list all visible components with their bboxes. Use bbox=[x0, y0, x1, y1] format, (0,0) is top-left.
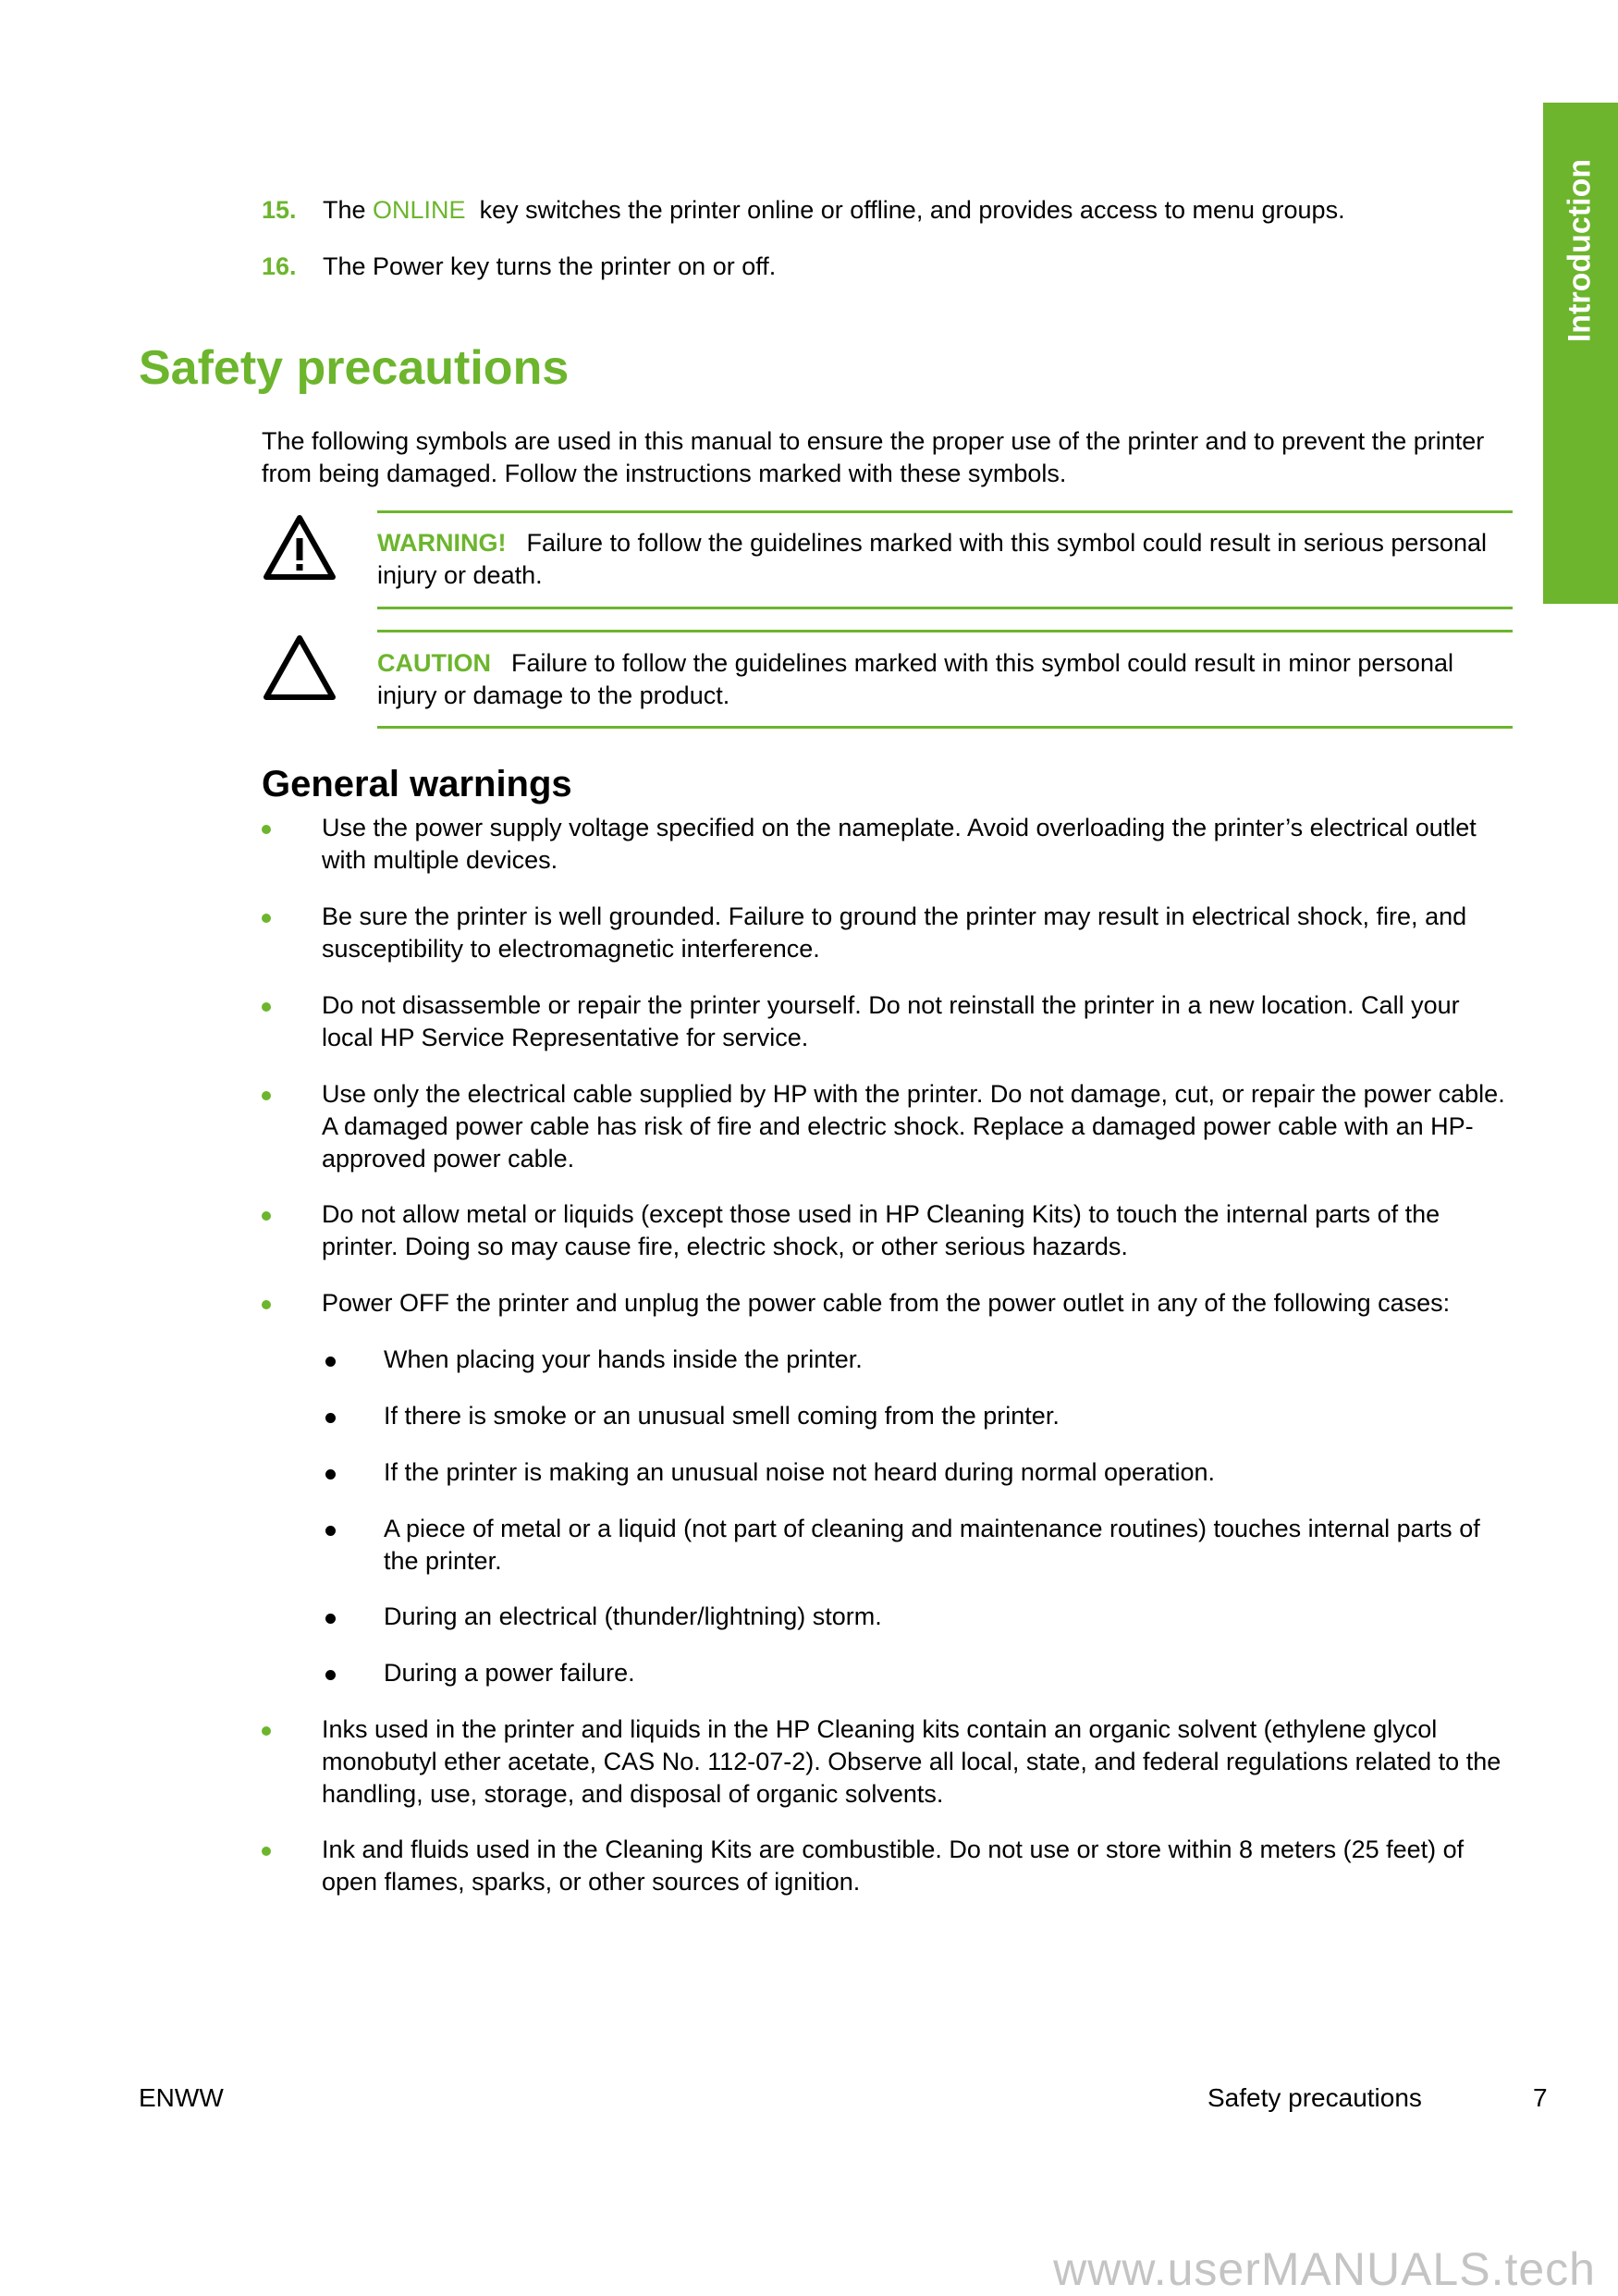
note-divider bbox=[377, 510, 1513, 513]
bullet-icon bbox=[262, 825, 271, 834]
list-item: Do not allow metal or liquids (except those used in HP Cleaning Kits) to touch the internal parts of the printer. Doing so may cause fire, electric shock, or other serious hazards. bbox=[322, 1200, 1440, 1260]
sub-bullet-icon bbox=[325, 1357, 336, 1367]
item-number: 15. bbox=[262, 196, 297, 224]
sub-bullet-icon bbox=[325, 1413, 336, 1423]
numbered-item bbox=[262, 194, 1345, 227]
caution-triangle-icon bbox=[262, 633, 337, 702]
sub-bullet-icon bbox=[325, 1670, 336, 1680]
caution-text: Failure to follow the guidelines marked with this symbol could result in minor personal injury or damage to the product. bbox=[377, 649, 1453, 709]
bullet-icon bbox=[262, 1300, 271, 1309]
note-divider bbox=[377, 630, 1513, 632]
sub-list-item: During a power failure. bbox=[384, 1659, 635, 1687]
bullet-icon bbox=[262, 1091, 271, 1100]
bullet-icon bbox=[262, 1726, 271, 1736]
list-item: Inks used in the printer and liquids in the HP Cleaning kits contain an organic solvent (ethylene glycol monobutyl ether acetate, CAS No. 112-07-2). Observe all local, state, and federal regulations related to the handling, use, storage, and disposal of organic solvents. bbox=[322, 1715, 1502, 1808]
item-text-post: key switches the printer online or offline, and provides access to menu groups. bbox=[465, 196, 1345, 224]
list-item: Use only the electrical cable supplied by HP with the printer. Do not damage, cut, or repair the power cable. A damaged power cable has risk of fire and electric shock. Replace a damaged power cable with an HP-approved power cable. bbox=[322, 1080, 1505, 1173]
warning-text: Failure to follow the guidelines marked with this symbol could result in serious personal injury or death. bbox=[377, 529, 1487, 589]
sub-list-item: If there is smoke or an unusual smell coming from the printer. bbox=[384, 1402, 1060, 1430]
sub-list-item: During an electrical (thunder/lightning) storm. bbox=[384, 1602, 882, 1630]
sub-list-item: When placing your hands inside the printer. bbox=[384, 1345, 863, 1373]
item-text: The Power key turns the printer on or off. bbox=[323, 252, 777, 280]
item-text-pre: The bbox=[323, 196, 374, 224]
list-item: Power OFF the printer and unplug the power cable from the power outlet in any of the following cases: bbox=[322, 1289, 1451, 1317]
item-number: 16. bbox=[262, 252, 297, 280]
footer-doc-code: ENWW bbox=[139, 2083, 224, 2112]
numbered-item bbox=[262, 251, 776, 283]
list-item: Be sure the printer is well grounded. Failure to ground the printer may result in electrical shock, fire, and susceptibility to electromagnetic interference. bbox=[322, 902, 1467, 963]
sub-bullet-icon bbox=[325, 1526, 336, 1536]
page-number: 7 bbox=[1533, 2083, 1548, 2112]
online-key-name: ONLINE bbox=[373, 196, 466, 224]
page-title: Safety precautions bbox=[139, 341, 570, 395]
warning-label: WARNING! bbox=[377, 529, 507, 557]
warning-note bbox=[377, 527, 1513, 592]
sub-list-item: A piece of metal or a liquid (not part of cleaning and maintenance routines) touches internal parts of the printer. bbox=[384, 1515, 1480, 1575]
caution-label: CAUTION bbox=[377, 649, 491, 677]
list-item: Ink and fluids used in the Cleaning Kits are combustible. Do not use or store within 8 meters (25 feet) of open flames, sparks, or other sources of ignition. bbox=[322, 1836, 1465, 1896]
list-item: Use the power supply voltage specified on the nameplate. Avoid overloading the printer’s electrical outlet with multiple devices. bbox=[322, 814, 1477, 874]
subsection-title: General warnings bbox=[262, 764, 572, 804]
bullet-icon bbox=[262, 914, 271, 923]
sub-list-item: If the printer is making an unusual noise not heard during normal operation. bbox=[384, 1458, 1216, 1486]
bullet-icon bbox=[262, 1211, 271, 1221]
sub-bullet-icon bbox=[325, 1469, 336, 1480]
footer-section-title: Safety precautions bbox=[1207, 2083, 1422, 2112]
caution-note bbox=[377, 647, 1513, 712]
section-tab bbox=[1543, 103, 1618, 604]
sub-bullet-icon bbox=[325, 1614, 336, 1624]
intro-paragraph: The following symbols are used in this manual to ensure the proper use of the printer and to prevent the printer from being damaged. Follow the instructions marked with these symbols. bbox=[262, 427, 1485, 487]
note-divider bbox=[377, 607, 1513, 609]
section-tab-label: Introduction bbox=[1562, 158, 1598, 343]
bullet-icon bbox=[262, 1002, 271, 1012]
note-divider bbox=[377, 726, 1513, 729]
warning-triangle-icon bbox=[262, 513, 337, 582]
list-item: Do not disassemble or repair the printer yourself. Do not reinstall the printer in a new location. Call your local HP Service Representative for service. bbox=[322, 991, 1460, 1051]
bullet-icon bbox=[262, 1847, 271, 1856]
watermark: www.userMANUALS.tech bbox=[1053, 2243, 1596, 2295]
